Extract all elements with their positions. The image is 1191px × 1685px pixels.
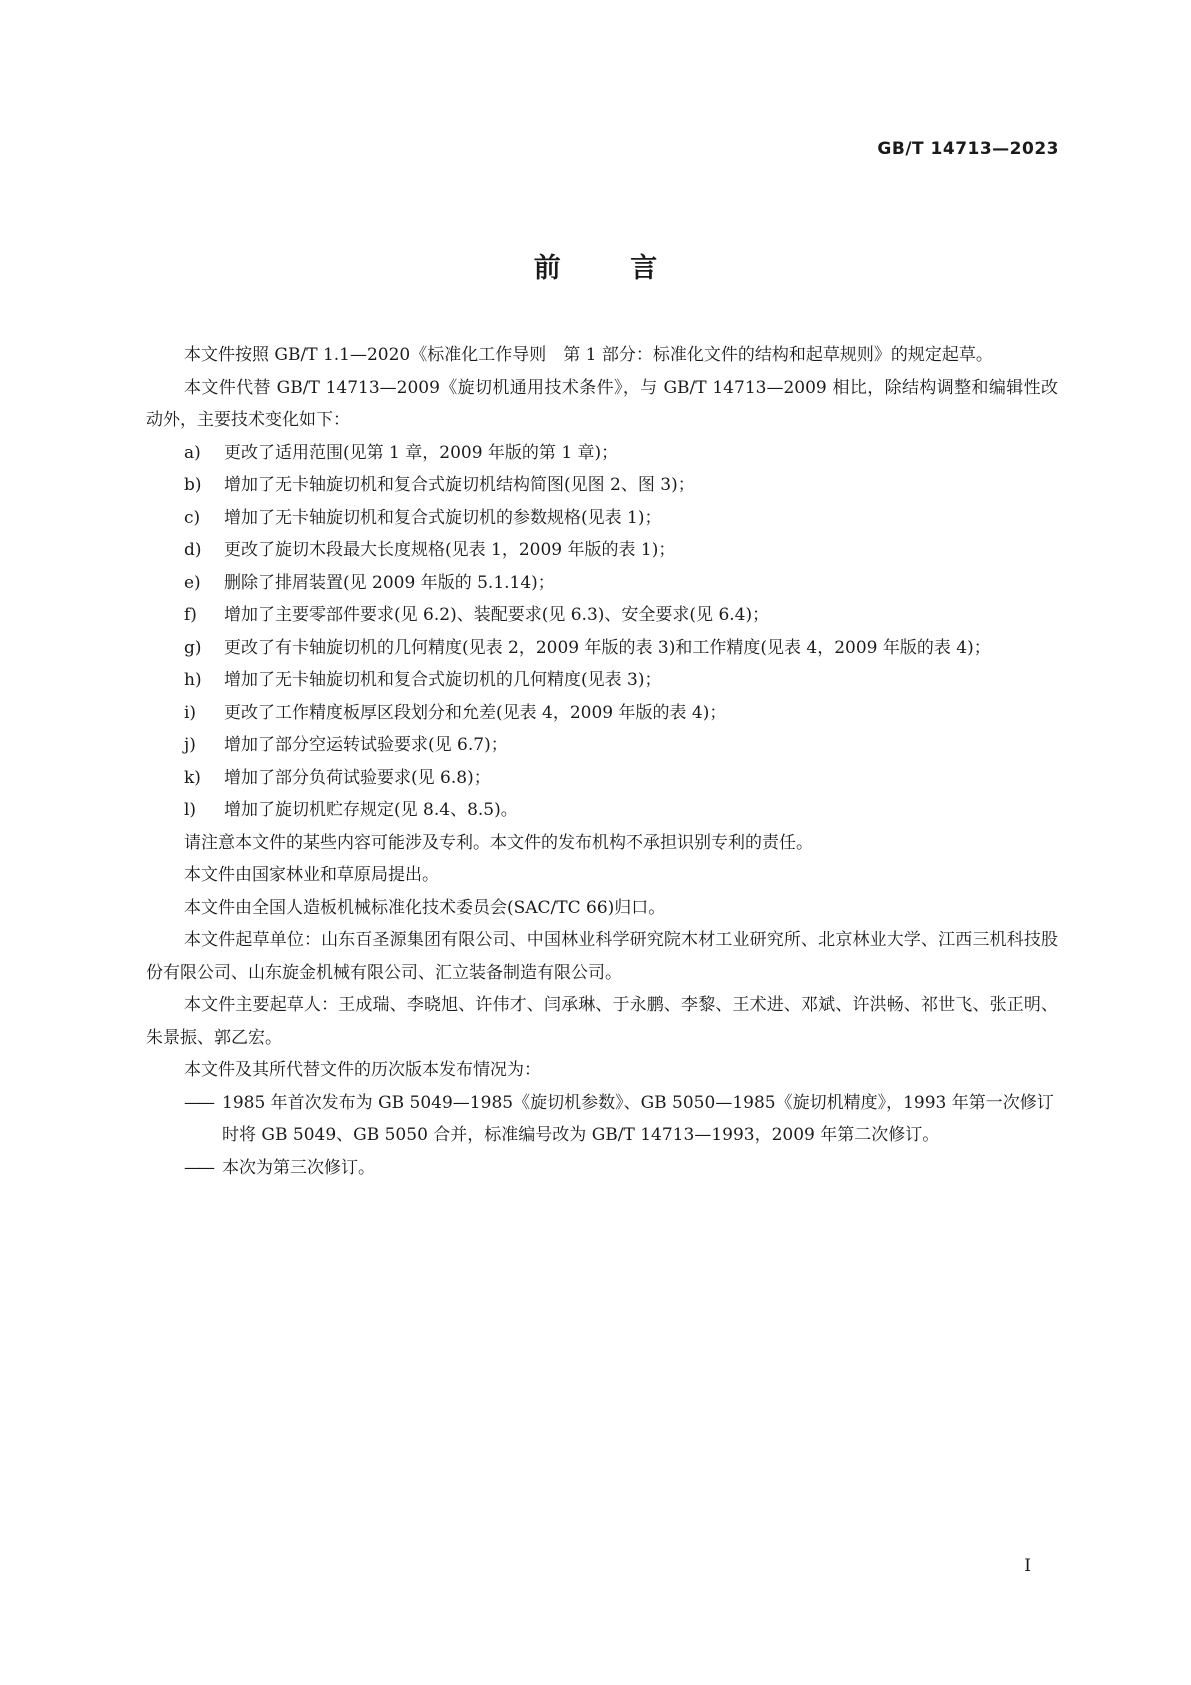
dash-marker: —— — [184, 1092, 212, 1113]
list-item — [146, 762, 1058, 795]
proposer-statement: 本文件由国家林业和草原局提出。 — [184, 865, 439, 885]
committee-statement: 本文件由全国人造板机械标准化技术委员会(SAC/TC 66)归口。 — [184, 897, 666, 918]
list-item-text: 增加了主要零部件要求(见 6.2)、装配要求(见 6.3)、安全要求(见 6.4)； — [224, 605, 770, 625]
drafting-units: 本文件起草单位：山东百圣源集团有限公司、中国林业科学研究院木材工业研究所、北京林业大学、江西三机科技股份有限公司、山东旋金机械有限公司、汇立装备制造有限公司。 — [146, 930, 1058, 983]
intro-paragraph: 本文件按照 GB/T 1.1—2020《标准化工作导则 第 1 部分：标准化文件的结构和起草规则》的规定起草。 — [184, 345, 993, 365]
list-marker: b) — [184, 475, 202, 495]
list-item-text: 增加了无卡轴旋切机和复合式旋切机的几何精度(见表 3)； — [224, 670, 662, 690]
list-item-text: 增加了无卡轴旋切机和复合式旋切机结构简图(见图 2、图 3)； — [224, 475, 695, 495]
list-item-text: 更改了适用范围(见第 1 章，2009 年版的第 1 章)； — [224, 442, 619, 463]
list-item — [146, 534, 1058, 567]
list-item-text: 删除了排屑装置(见 2009 年版的 5.1.14)； — [224, 572, 555, 593]
foreword-body — [146, 339, 1058, 1184]
list-item — [146, 697, 1058, 730]
drafters: 本文件主要起草人：王成瑞、李晓旭、许伟才、闫承琳、于永鹏、李黎、王术进、邓斌、许洪畅、祁世飞、张正明、朱景振、郭乙宏。 — [146, 995, 1058, 1048]
list-marker: l) — [184, 800, 197, 820]
list-item-text: 增加了部分负荷试验要求(见 6.8)； — [224, 767, 491, 788]
history-item-text: 1985 年首次发布为 GB 5049—1985《旋切机参数》、GB 5050—1985《旋切机精度》，1993 年第一次修订时将 GB 5049、GB 5050 合并，标准编号改为 GB/T 14713—1993，2009 年第二次修订。 — [222, 1092, 1054, 1145]
list-item-text: 更改了旋切木段最大长度规格(见表 1，2009 年版的表 1)； — [224, 540, 676, 560]
patent-statement: 请注意本文件的某些内容可能涉及专利。本文件的发布机构不承担识别专利的责任。 — [184, 832, 813, 853]
list-marker: e) — [184, 572, 201, 593]
list-marker: d) — [184, 540, 202, 560]
list-item — [146, 469, 1058, 502]
list-item-text: 增加了无卡轴旋切机和复合式旋切机的参数规格(见表 1)； — [224, 507, 662, 528]
list-marker: j) — [184, 735, 196, 755]
page-number: I — [1024, 1556, 1031, 1576]
list-item — [146, 664, 1058, 697]
list-item-text: 增加了部分空运转试验要求(见 6.7)； — [224, 735, 508, 755]
list-marker: i) — [184, 702, 197, 723]
history-intro: 本文件及其所代替文件的历次版本发布情况为： — [184, 1060, 541, 1080]
history-item — [146, 1087, 1058, 1152]
replacement-paragraph: 本文件代替 GB/T 14713—2009《旋切机通用技术条件》，与 GB/T 14713—2009 相比，除结构调整和编辑性改动外，主要技术变化如下： — [146, 377, 1058, 430]
list-item — [146, 502, 1058, 535]
standard-number: GB/T 14713—2023 — [877, 139, 1059, 159]
list-item — [146, 437, 1058, 470]
changes-list — [146, 437, 1058, 827]
list-item — [146, 794, 1058, 827]
list-marker: a) — [184, 442, 201, 463]
history-list — [146, 1087, 1058, 1185]
list-item — [146, 729, 1058, 762]
list-item-text: 更改了有卡轴旋切机的几何精度(见表 2，2009 年版的表 3)和工作精度(见表 4，2009 年版的表 4)； — [224, 637, 991, 658]
list-item — [146, 567, 1058, 600]
list-item — [146, 599, 1058, 632]
list-marker: h) — [184, 670, 202, 690]
history-item — [146, 1152, 1058, 1185]
list-item-text: 增加了旋切机贮存规定(见 8.4、8.5)。 — [224, 800, 518, 820]
list-marker: c) — [184, 507, 201, 528]
page-title: 前 言 — [533, 253, 688, 284]
list-item-text: 更改了工作精度板厚区段划分和允差(见表 4，2009 年版的表 4)； — [224, 702, 727, 723]
list-marker: k) — [184, 767, 201, 788]
history-item-text: 本次为第三次修订。 — [222, 1157, 375, 1178]
list-item — [146, 632, 1058, 665]
list-marker: g) — [184, 637, 202, 658]
dash-marker: —— — [184, 1157, 212, 1178]
list-marker: f) — [184, 605, 197, 625]
